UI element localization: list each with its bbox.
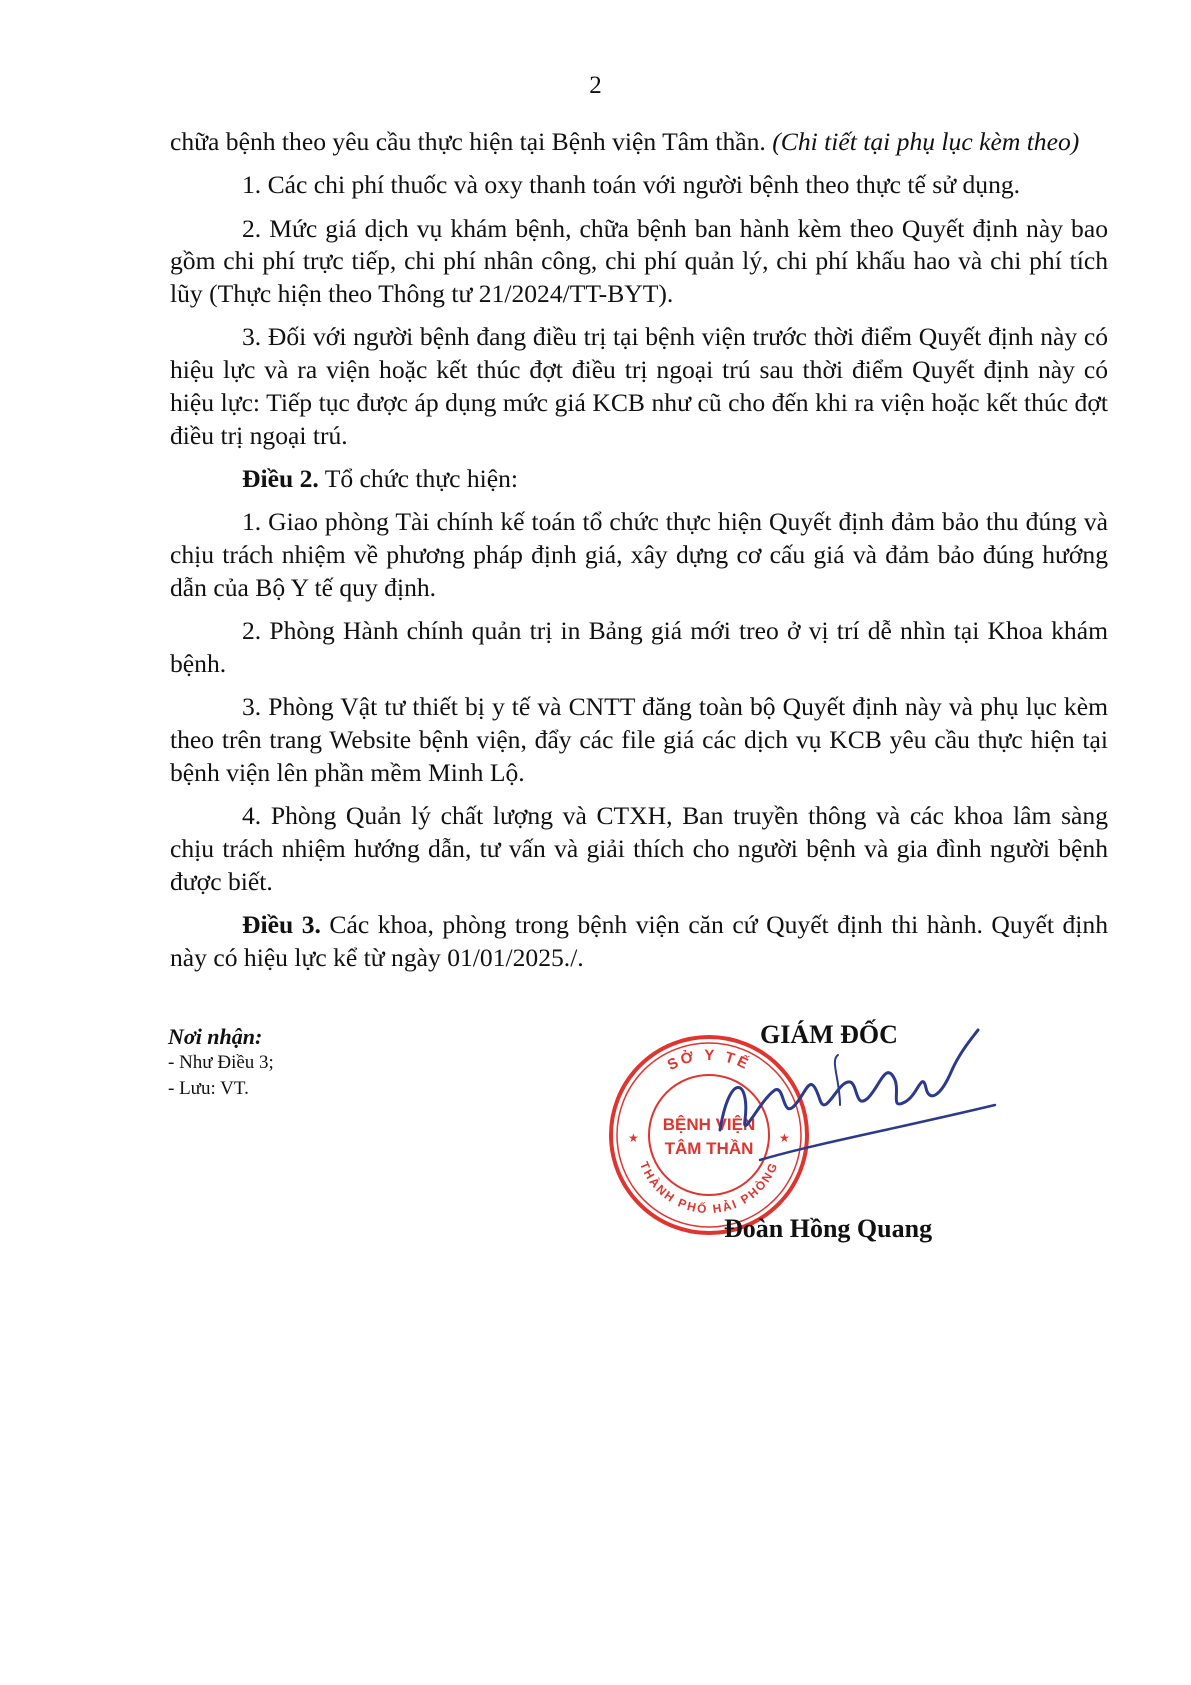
article2-heading xyxy=(170,463,1108,496)
svg-text:BỆNH VIỆN: BỆNH VIỆN xyxy=(662,1115,756,1134)
page-number: 2 xyxy=(589,72,602,99)
svg-text:TÂM THẦN: TÂM THẦN xyxy=(664,1139,754,1158)
article2-item2: 2. Phòng Hành chính quản trị in Bảng giá mới treo ở vị trí dễ nhìn tại Khoa khám bệnh. xyxy=(170,616,1108,679)
paragraph-continuation xyxy=(170,126,1108,159)
article2-item1: 1. Giao phòng Tài chính kế toán tổ chức thực hiện Quyết định đảm bảo thu đúng và chịu trách nhiệm về phương pháp định giá, xây dựng cơ cấu giá và đảm bảo đúng hướng dẫn của Bộ Y tế quy định. xyxy=(170,507,1108,603)
document-body xyxy=(170,126,1108,985)
signer-title: GIÁM ĐỐC xyxy=(760,1020,898,1049)
svg-text:★: ★ xyxy=(779,1131,790,1145)
article2-label: Điều 2. xyxy=(242,464,319,494)
article3-label: Điều 3. xyxy=(242,910,321,940)
recipients-block xyxy=(168,1024,468,1102)
svg-text:SỞ Y TẾ: SỞ Y TẾ xyxy=(664,1046,754,1074)
recipient-item: - Lưu: VT. xyxy=(168,1078,249,1099)
appendix-note: (Chi tiết tại phụ lục kèm theo) xyxy=(772,127,1080,156)
continuation-text: chữa bệnh theo yêu cầu thực hiện tại Bệnh viện Tâm thần. xyxy=(170,127,773,156)
article2-text: Tổ chức thực hiện: xyxy=(318,464,519,494)
article3 xyxy=(170,909,1108,975)
recipient-item: - Như Điều 3; xyxy=(168,1052,274,1073)
article3-text: Các khoa, phòng trong bệnh viện căn cứ Quyết định thi hành. Quyết định này có hiệu lực kể từ ngày 01/01/2025./. xyxy=(170,910,1108,973)
article1-item1: 1. Các chi phí thuốc và oxy thanh toán với người bệnh theo thực tế sử dụng. xyxy=(242,170,1021,200)
svg-text:★: ★ xyxy=(628,1131,639,1145)
article1-item2: 2. Mức giá dịch vụ khám bệnh, chữa bệnh ban hành kèm theo Quyết định này bao gồm chi phí trực tiếp, chi phí nhân công, chi phí quản lý, chi phí khấu hao và chi phí tích lũy (Thực hiện theo Thông tư 21/2024/TT-BYT). xyxy=(170,213,1108,309)
article2-item3: 3. Phòng Vật tư thiết bị y tế và CNTT đăng toàn bộ Quyết định này và phụ lục kèm theo trên trang Website bệnh viện, đẩy các file giá các dịch vụ KCB yêu cầu thực hiện tại bệnh viện lên phần mềm Minh Lộ. xyxy=(170,692,1108,788)
article2-item4: 4. Phòng Quản lý chất lượng và CTXH, Ban truyền thông và các khoa lâm sàng chịu trách nhiệm hướng dẫn, tư vấn và giải thích cho người bệnh và gia đình người bệnh được biết. xyxy=(170,801,1108,896)
signer-name: Đoàn Hồng Quang xyxy=(724,1214,933,1243)
article1-item3: 3. Đối với người bệnh đang điều trị tại bệnh viện trước thời điểm Quyết định này có hiệu lực và ra viện hoặc kết thúc đợt điều trị ngoại trú sau thời điểm Quyết định này có hiệu lực: Tiếp tục được áp dụng mức giá KCB như cũ cho đến khi ra viện hoặc kết thúc đợt điều trị ngoại trú. xyxy=(170,322,1108,450)
recipients-title: Nơi nhận: xyxy=(168,1024,263,1049)
svg-text:THÀNH PHỐ HẢI PHÒNG: THÀNH PHỐ HẢI PHÒNG xyxy=(637,1159,782,1217)
